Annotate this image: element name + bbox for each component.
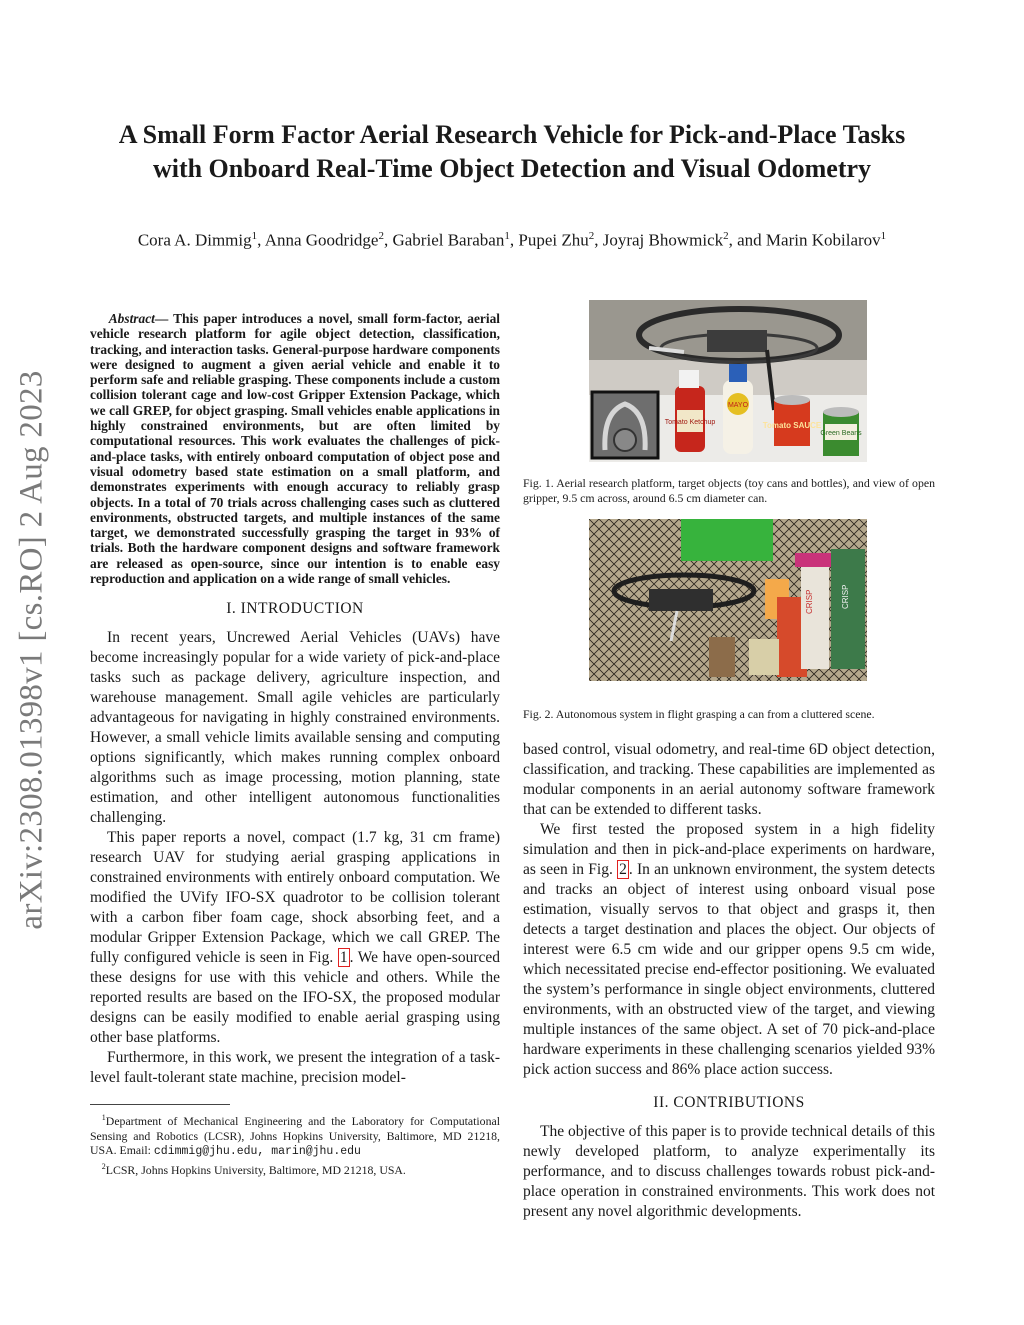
author-name: Anna Goodridge xyxy=(264,230,379,250)
arxiv-id: arXiv:2308.01398v1 [cs.RO] 2 Aug 2023 xyxy=(13,370,50,930)
title-line-2: with Onboard Real-Time Object Detection and Visual Odometry xyxy=(152,154,872,183)
crisp-box-label: CRISP xyxy=(805,589,814,614)
ketchup-label: Tomato Ketchup xyxy=(664,419,716,426)
author-name: Cora A. Dimmig xyxy=(137,230,252,250)
author-separator: , and xyxy=(728,230,766,250)
intro-paragraph-2 xyxy=(90,828,500,1048)
arxiv-sidebar-stamp xyxy=(8,350,56,950)
footnote-marker: 1 xyxy=(101,1113,106,1123)
figure-2-photo xyxy=(589,519,867,681)
right-text: . In an unknown environment, the system detects and tracks an object of interest using onboard visual pose estimation, visually servos to that object and grasps it, then detects a target destination and places the object. Our objects of interest were 6.5 cm wide and our gripper opens 9.5 cm wide, which necessitated precise end-effector positioning. We evaluated the system’s performance in single object environments, cluttered environments, with an obstructed view of the target, and viewing multiple instances of the same object. A set of 70 pick-and-place hardware experiments in these challenging scenarios yielded 93% pick action success and 86% place action success. xyxy=(523,860,935,1078)
author-list xyxy=(60,230,964,251)
footnote-text: Department of Mechanical Engineering and the Laboratory for Computational Sensing and Robotics (LCSR), Johns Hopkins University, Baltimore, MD 21218, USA. Email: xyxy=(90,1114,500,1158)
author-affiliation: 2 xyxy=(588,230,595,242)
author-affiliation: 1 xyxy=(251,230,258,242)
intro-paragraph-1: In recent years, Uncrewed Aerial Vehicles (UAVs) have become increasingly popular for a wide variety of pick-and-place tasks such as package delivery, agriculture inspection, and warehouse management. Small agile vehicles are particularly advantageous for navigating in highly constrained environments. However, a small vehicle limits available sensing and computing options significantly, which makes running complex onboard algorithms such as image processing, motion planning, state estimation, and other intelligent autonomous functionalities challenging. xyxy=(90,629,500,827)
author-affiliation: 1 xyxy=(504,230,510,242)
section-heading-contributions: II. CONTRIBUTIONS xyxy=(653,1093,805,1111)
footnote-text: LCSR, Johns Hopkins University, Baltimore, MD 21218, USA. xyxy=(105,1162,406,1177)
intro-text: This paper reports a novel, compact (1.7 kg, 31 cm frame) research UAV for studying aerial grasping applications in constrained environments with entirely onboard computation. We modified the UVify IFO-SX quadrotor to be collision tolerant with a carbon fiber foam cage, shock absorbing feet, and a modular Gripper Extension Package, which we call GREP. The fully configured vehicle is seen in Fig. xyxy=(90,829,500,967)
figure-1-photo xyxy=(589,300,867,462)
sauce-label: Tomato SAUCE xyxy=(762,421,822,430)
author-affiliation: 2 xyxy=(723,230,729,242)
author-separator: , xyxy=(509,230,519,250)
right-paragraph-1: based control, visual odometry, and real-time 6D object detection, classification, and tracking. These capabilities are implemented as modular components in an aerial autonomy software framework that can be extended to different tasks. xyxy=(523,740,935,818)
figure-2-image xyxy=(589,519,867,681)
right-text: We first tested the proposed system in a high fidelity simulation and then in pick-and-place experiments on hardware, as seen in Fig. xyxy=(523,820,935,878)
author-name: Pupei Zhu xyxy=(518,230,589,250)
figure-1-image xyxy=(589,300,867,462)
figure-2-reference-link[interactable]: 2 xyxy=(619,860,627,878)
abstract xyxy=(90,311,500,586)
figure-1-reference-link[interactable]: 1 xyxy=(339,949,348,967)
author-separator: , xyxy=(257,230,265,250)
author-name: Gabriel Baraban xyxy=(392,230,505,250)
contributions-paragraph: The objective of this paper is to provide technical details of this newly developed platform, to analyze experimentally its performance, and to discuss challenges towards robust pick-and-place operation in constrained environments. This work does not present any novel algorithmic developments. xyxy=(523,1122,935,1220)
author-affiliation: 2 xyxy=(378,230,384,242)
figure-1-caption: Fig. 1. Aerial research platform, target objects (toy cans and bottles), and view of open gripper, 9.5 cm across, around 6.5 cm diameter can. xyxy=(523,476,935,505)
abstract-text: — This paper introduces a novel, small form-factor, aerial vehicle research platform for agile object detection, classification, tracking, and interaction tasks. General-purpose hardware components were designed to augment a given aerial vehicle and enable it to perform safe and reliable grasping. These components include a custom collision tolerant cage and low-cost Gripper Extension Package, which we call GREP, for object grasping. Small vehicles enable applications in highly constrained environments, but are often limited by computational resources. This work evaluates the challenges of pick-and-place tasks, with entirely onboard computation of object pose and visual odometry based state estimation on a small platform, and demonstrates experiments with enough accuracy to reliably grasp objects. In a total of 70 trials across challenging cases such as cluttered environments, obstructed targets, and multiple instances of the same target, we demonstrated successfully grasping the target in 93% of trials. Both the hardware component designs and software framework are released as open-source, since our intention is to enable easy reproduction and application on a wide range of small vehicles. xyxy=(90,311,500,587)
intro-text: . We have open-sourced these designs for use with this vehicle and others. While the reported results are based on the IFO-SX, the proposed modular designs can be easily modified to enable aerial grasping using other base platforms. xyxy=(90,949,501,1047)
footnote-emails: cdimmig@jhu.edu, marin@jhu.edu xyxy=(153,1145,361,1159)
abstract-label: Abstract xyxy=(108,311,155,326)
beans-label: Green Beans xyxy=(820,430,862,437)
right-column xyxy=(523,300,935,1222)
left-column xyxy=(90,311,500,1177)
paper-title xyxy=(60,118,964,186)
mayo-label: MAYO xyxy=(727,402,749,409)
footnote-2 xyxy=(90,1160,500,1177)
section-heading-introduction: I. INTRODUCTION xyxy=(226,600,364,618)
author-affiliation: 1 xyxy=(880,230,887,242)
figure-2-caption: Fig. 2. Autonomous system in flight grasping a can from a cluttered scene. xyxy=(523,707,875,721)
title-line-1: A Small Form Factor Aerial Research Vehicle for Pick-and-Place Tasks xyxy=(118,120,906,149)
right-paragraph-2 xyxy=(523,820,935,1080)
author-name: Joyraj Bhowmick xyxy=(602,230,724,250)
footnote-rule xyxy=(90,1104,230,1105)
author-separator: , xyxy=(383,230,393,250)
author-separator: , xyxy=(594,230,603,250)
author-name: Marin Kobilarov xyxy=(765,230,881,250)
box-label: CRISP xyxy=(841,584,850,609)
footnote-1 xyxy=(90,1111,500,1159)
intro-paragraph-3: Furthermore, in this work, we present the integration of a task-level fault-tolerant state machine, precision model- xyxy=(90,1049,500,1087)
footnote-marker: 2 xyxy=(101,1161,106,1171)
